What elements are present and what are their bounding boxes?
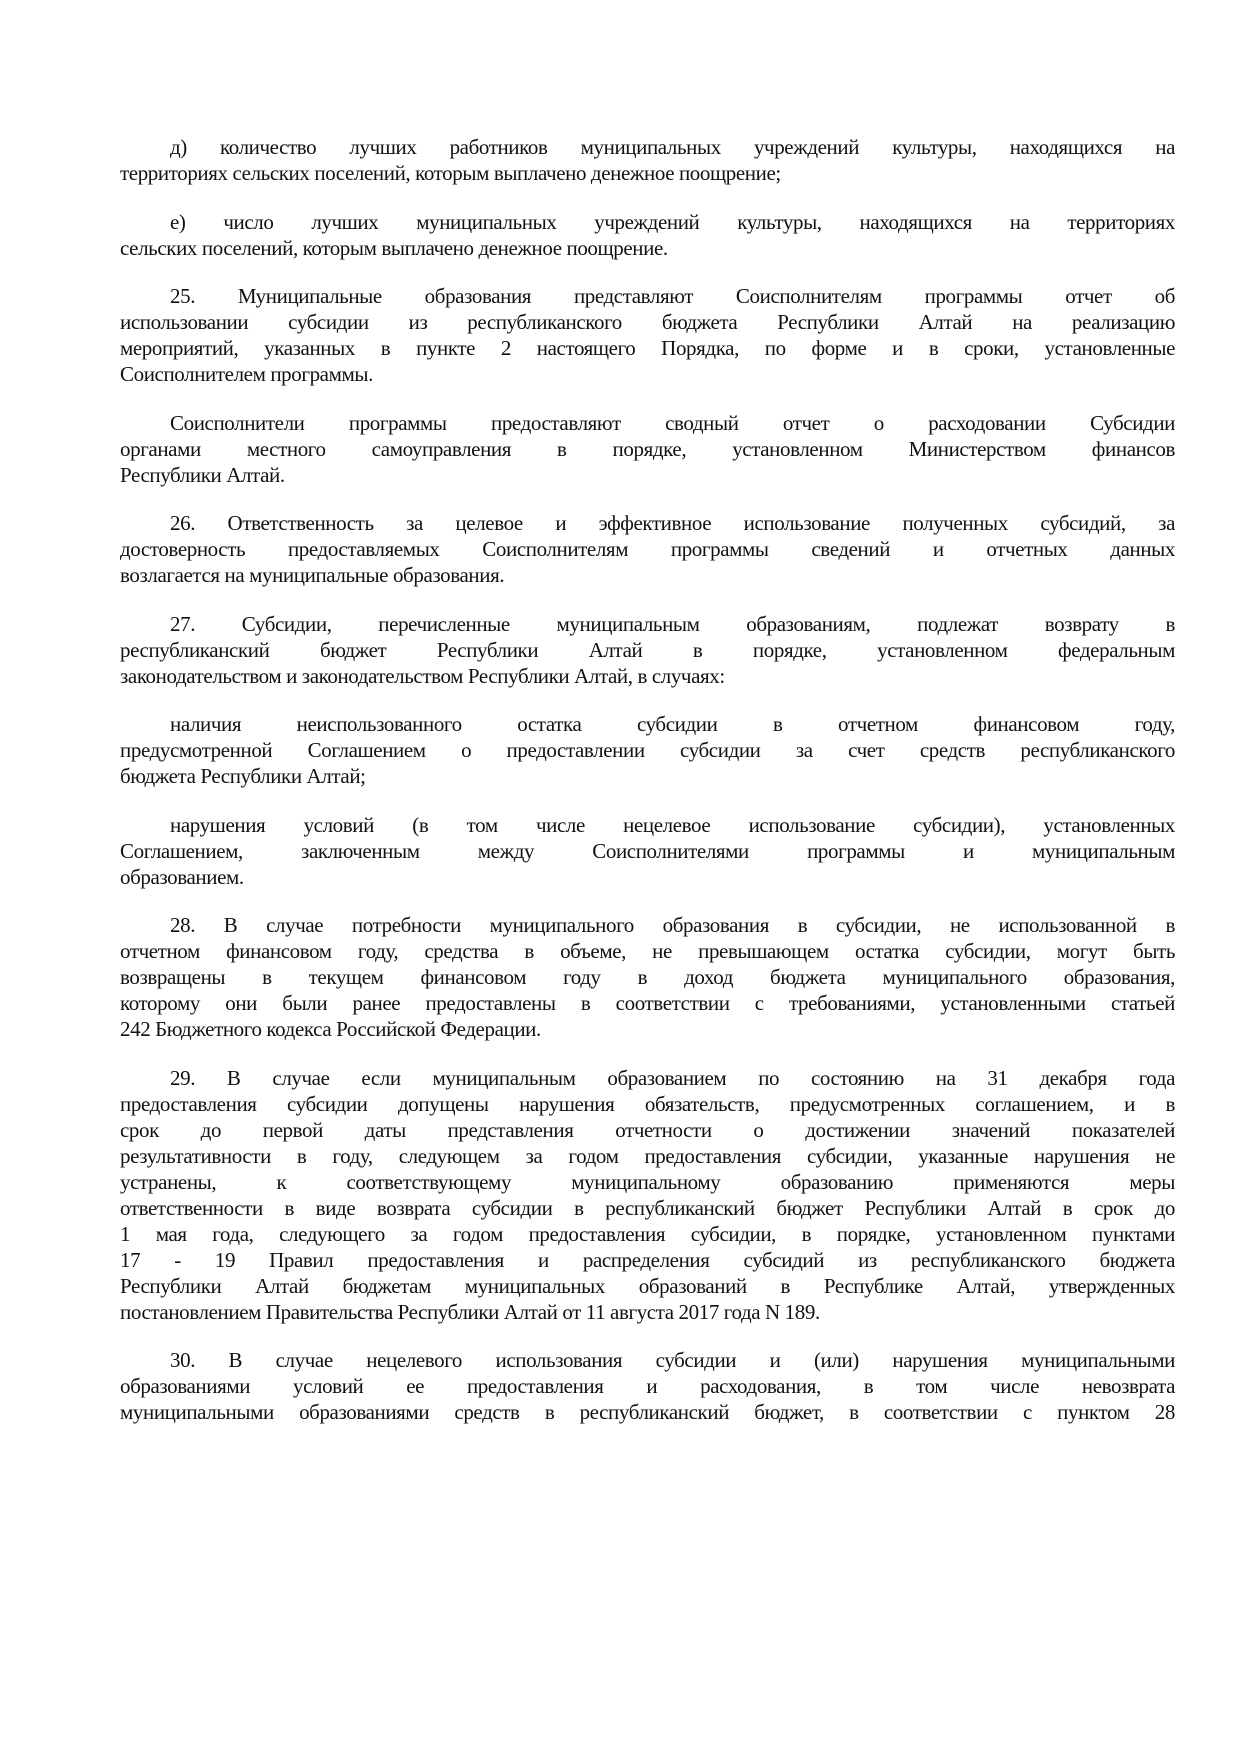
paragraph: [120, 134, 1175, 186]
text-line: достоверность предоставляемых Соисполнителям программы сведений и отчетных данных: [120, 537, 1175, 561]
text-line: 17 - 19 Правил предоставления и распределения субсидий из республиканского бюджета: [120, 1247, 1175, 1272]
paragraph: [120, 611, 1175, 689]
text-line: Соглашением, заключенным между Соисполнителями программы и муниципальным: [120, 838, 1175, 863]
text-line: 25. Муниципальные образования представляют Соисполнителям программы отчет об: [170, 284, 1175, 308]
text-line: муниципальными образованиями средств в республиканский бюджет, в соответствии с пунктом 28: [120, 1400, 1175, 1424]
text-line: результативности в году, следующем за годом предоставления субсидии, указанные нарушения не: [120, 1143, 1175, 1168]
text-line: наличия неиспользованного остатка субсидии в отчетном финансовом году,: [170, 712, 1175, 736]
text-line: 1 мая года, следующего за годом предоставления субсидии, в порядке, установленном пунктами: [120, 1221, 1175, 1246]
text-line: постановлением Правительства Республики Алтай от 11 августа 2017 года N 189.: [120, 1299, 820, 1324]
text-line: мероприятий, указанных в пункте 2 настоящего Порядка, по форме и в сроки, установленные: [120, 336, 1175, 360]
text-line: Соисполнителем программы.: [120, 362, 373, 386]
paragraph: [120, 410, 1175, 488]
text-line: 26. Ответственность за целевое и эффективное использование полученных субсидий, за: [170, 511, 1175, 535]
text-line: образованиями условий ее предоставления и расходования, в том числе невозврата: [120, 1374, 1175, 1398]
paragraph: [120, 209, 1175, 261]
text-line: нарушения условий (в том числе нецелевое использование субсидии), установленных: [170, 812, 1175, 837]
text-line: которому они были ранее предоставлены в соответствии с требованиями, установленными статьей: [120, 991, 1175, 1015]
text-line: использовании субсидии из республиканского бюджета Республики Алтай на реализацию: [120, 310, 1175, 334]
text-line: территориях сельских поселений, которым выплачено денежное поощрение;: [120, 161, 781, 185]
text-line: предусмотренной Соглашением о предоставлении субсидии за счет средств республиканского: [120, 738, 1175, 762]
paragraph: [120, 1065, 1175, 1325]
paragraph: [120, 711, 1175, 789]
text-line: предоставления субсидии допущены нарушения обязательств, предусмотренных соглашением, и в: [120, 1091, 1175, 1116]
text-line: 28. В случае потребности муниципального образования в субсидии, не использованной в: [170, 913, 1175, 937]
paragraph: [120, 510, 1175, 588]
text-line: республиканский бюджет Республики Алтай в порядке, установленном федеральным: [120, 637, 1175, 662]
text-line: образованием.: [120, 864, 244, 889]
text-line: законодательством и законодательством Республики Алтай, в случаях:: [120, 663, 725, 688]
text-line: срок до первой даты представления отчетности о достижении значений показателей: [120, 1117, 1175, 1142]
text-line: д) количество лучших работников муниципальных учреждений культуры, находящихся на: [170, 135, 1175, 159]
paragraph: [120, 912, 1175, 1042]
text-line: Республики Алтай.: [120, 462, 285, 487]
text-line: возвращены в текущем финансовом году в доход бюджета муниципального образования,: [120, 965, 1175, 989]
text-line: 29. В случае если муниципальным образованием по состоянию на 31 декабря года: [170, 1065, 1175, 1090]
paragraph: [120, 283, 1175, 387]
text-line: 242 Бюджетного кодекса Российской Федерации.: [120, 1017, 541, 1041]
text-line: отчетном финансовом году, средства в объеме, не превышающем остатка субсидии, могут быть: [120, 939, 1175, 963]
text-line: 30. В случае нецелевого использования субсидии и (или) нарушения муниципальными: [170, 1348, 1175, 1372]
text-line: устранены, к соответствующему муниципальному образованию применяются меры: [120, 1169, 1175, 1194]
text-line: е) число лучших муниципальных учреждений культуры, находящихся на территориях: [170, 209, 1175, 234]
document-page: [120, 134, 1175, 1448]
text-line: сельских поселений, которым выплачено денежное поощрение.: [120, 235, 668, 260]
text-line: органами местного самоуправления в порядке, установленном Министерством финансов: [120, 436, 1175, 461]
text-line: возлагается на муниципальные образования.: [120, 563, 505, 587]
text-line: Соисполнители программы предоставляют сводный отчет о расходовании Субсидии: [170, 410, 1175, 435]
text-line: бюджета Республики Алтай;: [120, 764, 366, 788]
text-line: 27. Субсидии, перечисленные муниципальным образованиям, подлежат возврату в: [170, 611, 1175, 636]
paragraph: [120, 1347, 1175, 1425]
text-line: Республики Алтай бюджетам муниципальных образований в Республике Алтай, утвержденных: [120, 1273, 1175, 1298]
paragraph: [120, 812, 1175, 890]
text-line: ответственности в виде возврата субсидии в республиканский бюджет Республики Алтай в срок до: [120, 1195, 1175, 1220]
